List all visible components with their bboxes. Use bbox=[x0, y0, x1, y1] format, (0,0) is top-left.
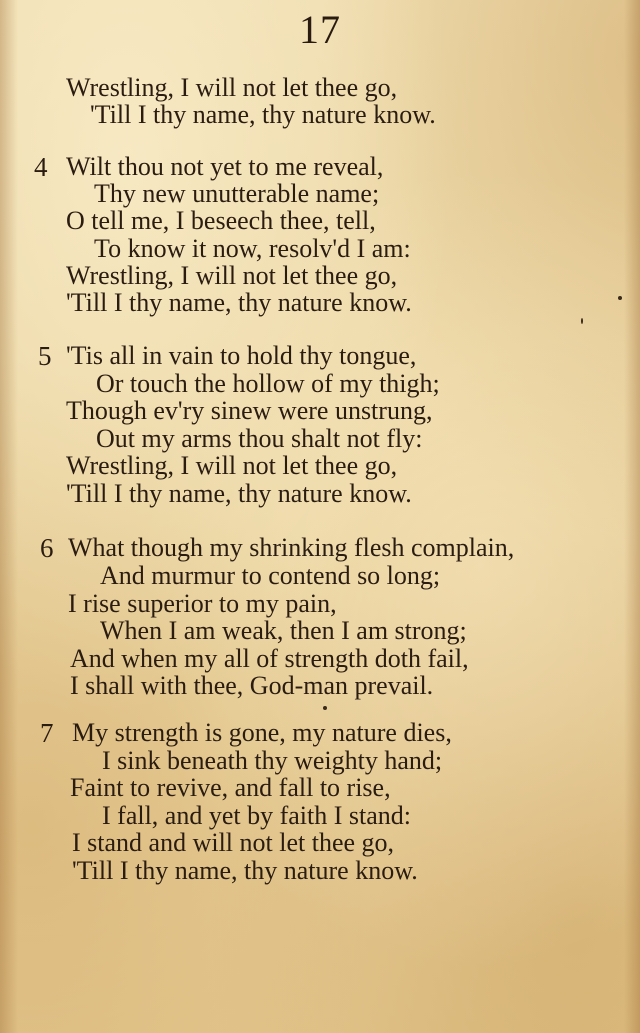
verse-line: Wrestling, I will not let thee go, bbox=[66, 451, 398, 480]
verse-line: When I am weak, then I am strong; bbox=[100, 616, 467, 645]
verse-line: 'Till I thy name, thy nature know. bbox=[66, 288, 412, 317]
verse-line: Or touch the hollow of my thigh; bbox=[96, 369, 440, 398]
verse-line: Faint to revive, and fall to rise, bbox=[70, 773, 391, 802]
stanza-number: 6 bbox=[40, 533, 54, 563]
verse-line: 'Tis all in vain to hold thy tongue, bbox=[66, 341, 417, 370]
verse-line: Thy new unutterable name; bbox=[94, 179, 380, 208]
verse-line: Wrestling, I will not let thee go, bbox=[66, 261, 398, 290]
verse-line: Wrestling, I will not let thee go, bbox=[66, 73, 398, 102]
verse-line: 'Till I thy name, thy nature know. bbox=[90, 100, 436, 129]
verse-line: 'Till I thy name, thy nature know. bbox=[66, 479, 412, 508]
stanza-number: 4 bbox=[34, 152, 48, 182]
stanza-number: 7 bbox=[40, 718, 54, 748]
ink-speck bbox=[323, 706, 327, 710]
verse-line: I fall, and yet by faith I stand: bbox=[102, 801, 412, 830]
verse-line: 'Till I thy name, thy nature know. bbox=[72, 856, 418, 885]
verse-line: Though ev'ry sinew were unstrung, bbox=[66, 396, 433, 425]
page-edge-shadow-right bbox=[624, 0, 640, 1033]
verse-line: I shall with thee, God-man prevail. bbox=[70, 671, 434, 700]
verse-line: I sink beneath thy weighty hand; bbox=[102, 746, 443, 775]
verse-line: I stand and will not let thee go, bbox=[72, 828, 395, 857]
verse-line: To know it now, resolv'd I am: bbox=[94, 234, 411, 263]
verse-line: And murmur to contend so long; bbox=[100, 561, 441, 590]
verse-line: Wilt thou not yet to me reveal, bbox=[66, 152, 384, 181]
ink-speck bbox=[581, 318, 583, 324]
verse-line: I rise superior to my pain, bbox=[68, 589, 337, 618]
verse-line: What though my shrinking flesh complain, bbox=[68, 533, 515, 562]
ink-speck bbox=[618, 296, 622, 300]
stanza-number: 5 bbox=[38, 341, 52, 371]
verse-line: And when my all of strength doth fail, bbox=[70, 644, 469, 673]
verse-line: O tell me, I beseech thee, tell, bbox=[66, 206, 376, 235]
verse-line: My strength is gone, my nature dies, bbox=[72, 718, 452, 747]
page-number: 17 bbox=[299, 7, 341, 52]
page-edge-shadow-left bbox=[0, 0, 18, 1033]
verse-line: Out my arms thou shalt not fly: bbox=[96, 424, 423, 453]
